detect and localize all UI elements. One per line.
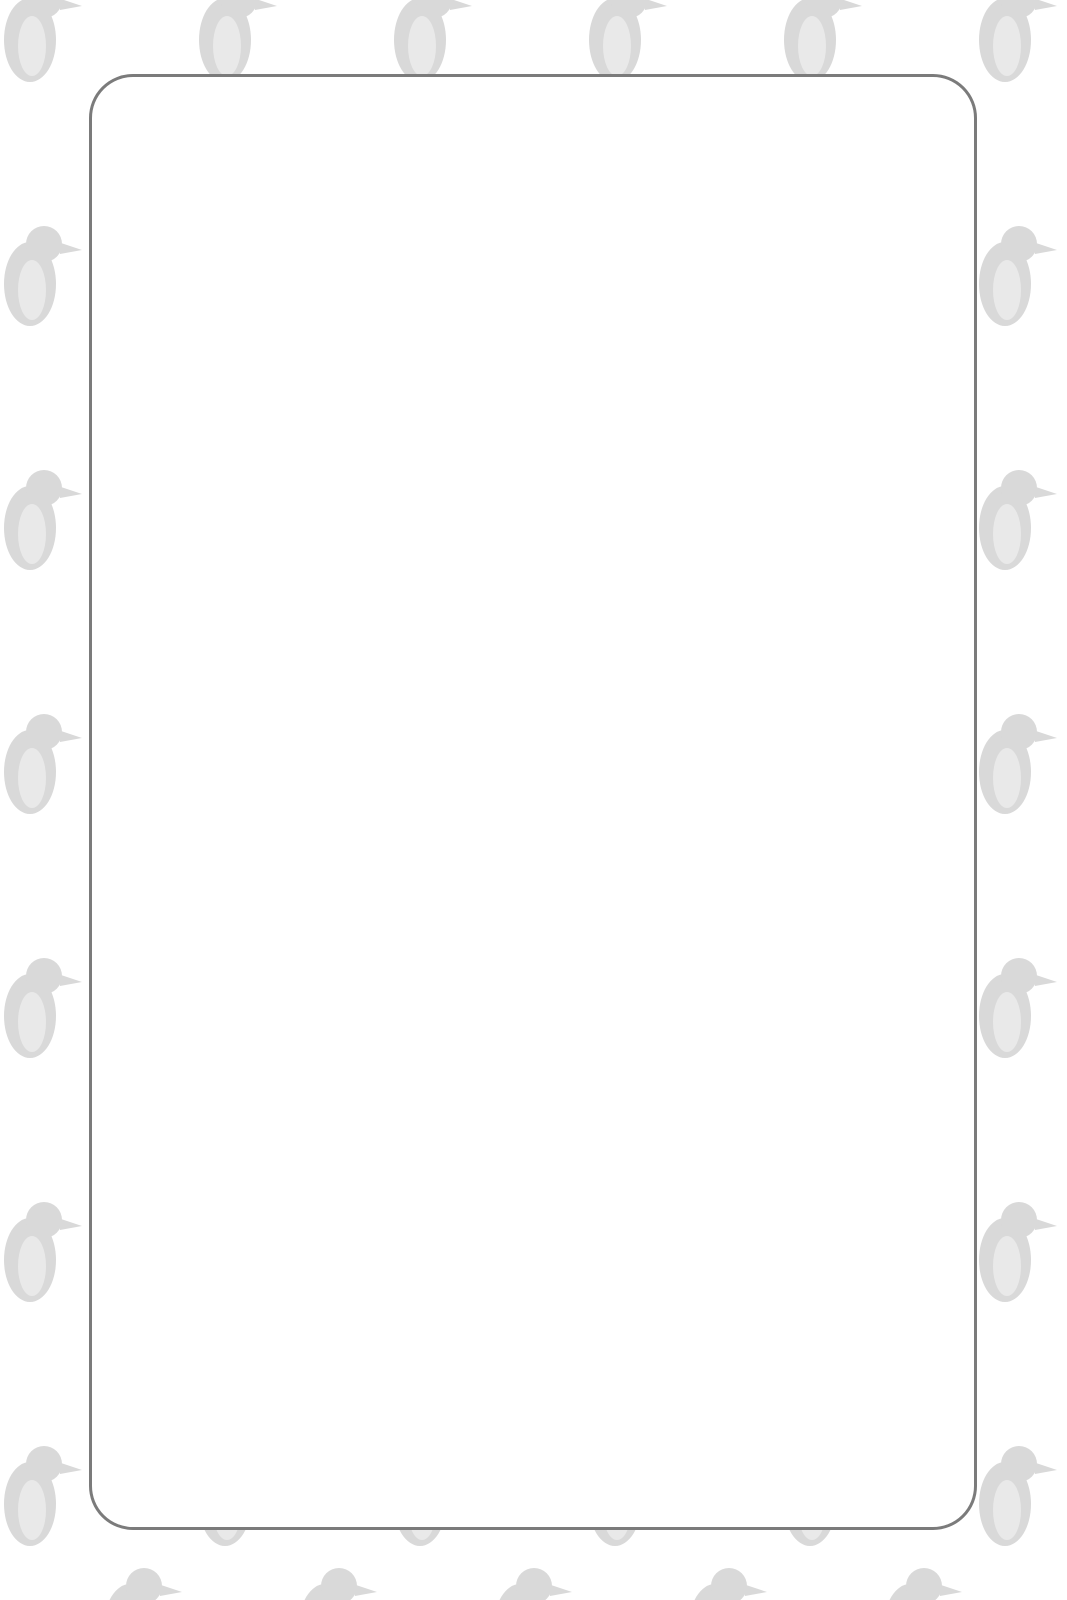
index-panel [89, 74, 977, 1530]
